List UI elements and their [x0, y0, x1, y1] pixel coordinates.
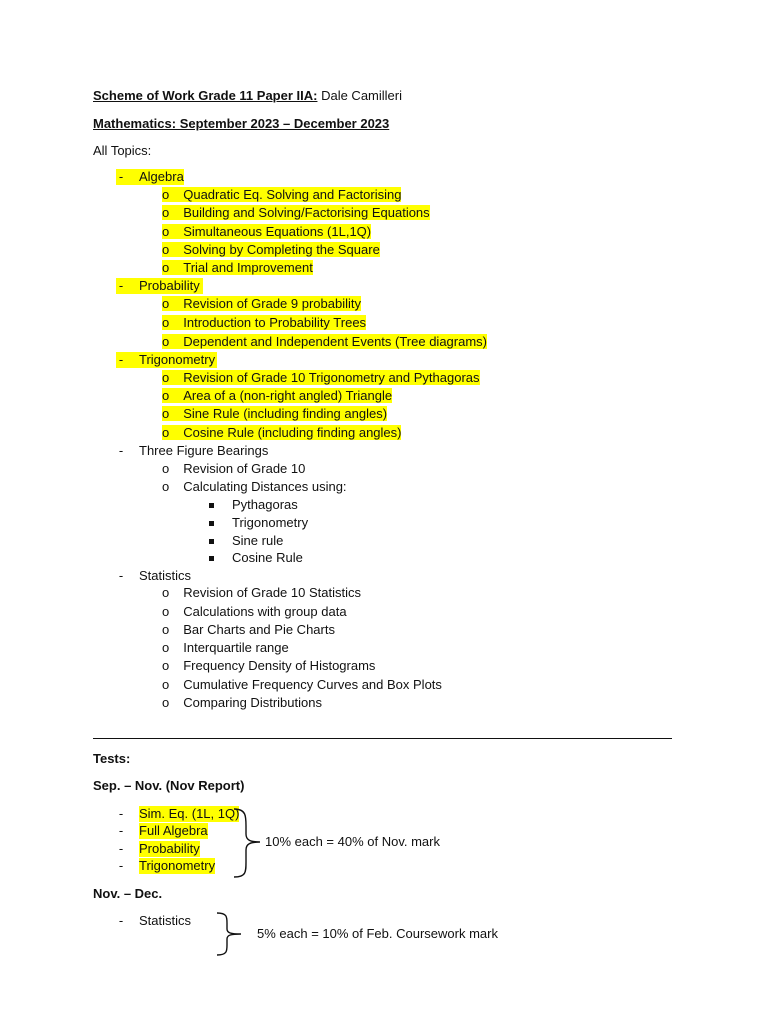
topic-label-bearings: Three Figure Bearings — [139, 443, 269, 458]
circle-marker: o — [162, 224, 170, 239]
dash-marker: - — [118, 913, 124, 928]
dash-marker: - — [118, 443, 124, 458]
list-item — [162, 479, 347, 495]
item-text: Dependent and Independent Events (Tree diagrams) — [183, 334, 488, 349]
circle-marker: o — [162, 370, 170, 385]
list-item — [162, 315, 366, 331]
item-text: Interquartile range — [183, 640, 289, 655]
item-text: Sine Rule (including finding angles) — [183, 406, 388, 421]
curly-brace-icon — [232, 806, 266, 880]
tests-heading: Tests: — [93, 751, 131, 766]
period1-heading: Sep. – Nov. (Nov Report) — [93, 778, 245, 793]
list-item — [162, 370, 480, 386]
list-item — [162, 187, 401, 203]
item-text: Revision of Grade 10 Trigonometry and Pythagoras — [183, 370, 480, 385]
circle-marker: o — [162, 388, 170, 403]
circle-marker: o — [162, 622, 170, 637]
item-text: Comparing Distributions — [183, 695, 322, 710]
item-text: Calculating Distances using: — [183, 479, 347, 494]
period2-weight-note: 5% each = 10% of Feb. Coursework mark — [257, 926, 498, 941]
circle-marker: o — [162, 585, 170, 600]
circle-marker: o — [162, 334, 170, 349]
item-text: Trigonometry — [139, 858, 216, 873]
square-bullet — [209, 503, 214, 508]
document-title — [93, 88, 402, 104]
topic-label-algebra: Algebra — [139, 169, 184, 184]
circle-marker: o — [162, 242, 170, 257]
list-item — [162, 334, 487, 350]
list-item — [162, 640, 289, 656]
topic-header-algebra — [116, 169, 184, 185]
dash-marker: - — [118, 806, 124, 821]
list-item — [162, 296, 361, 312]
circle-marker: o — [162, 296, 170, 311]
item-text: Probability — [139, 841, 200, 856]
topic-header-trigonometry — [116, 352, 217, 368]
circle-marker: o — [162, 205, 170, 220]
author-name: Dale Camilleri — [321, 88, 402, 103]
circle-marker: o — [162, 695, 170, 710]
item-text: Frequency Density of Histograms — [183, 658, 376, 673]
circle-marker: o — [162, 425, 170, 440]
dash-marker: - — [118, 858, 124, 873]
item-text: Trial and Improvement — [183, 260, 313, 275]
period1-weight-note: 10% each = 40% of Nov. mark — [265, 834, 440, 849]
topic-label-probability: Probability — [139, 278, 200, 293]
item-text: Revision of Grade 10 — [183, 461, 306, 476]
list-item — [162, 242, 380, 258]
circle-marker: o — [162, 406, 170, 421]
square-bullet — [209, 556, 214, 561]
circle-marker: o — [162, 604, 170, 619]
circle-marker: o — [162, 640, 170, 655]
list-item — [162, 585, 361, 601]
dash-marker: - — [118, 823, 124, 838]
item-text: Cumulative Frequency Curves and Box Plots — [183, 677, 442, 692]
dash-marker: - — [118, 278, 124, 293]
item-text: Cosine Rule — [232, 550, 303, 565]
list-item — [162, 406, 387, 422]
item-text: Sim. Eq. (1L, 1Q) — [139, 806, 240, 821]
horizontal-divider — [93, 738, 672, 739]
dash-marker: - — [118, 568, 124, 583]
item-text: Simultaneous Equations (1L,1Q) — [183, 224, 372, 239]
square-bullet — [209, 539, 214, 544]
list-item — [162, 695, 322, 711]
circle-marker: o — [162, 658, 170, 673]
item-text: Area of a (non-right angled) Triangle — [183, 388, 393, 403]
item-text: Full Algebra — [139, 823, 208, 838]
circle-marker: o — [162, 479, 170, 494]
item-text: Bar Charts and Pie Charts — [183, 622, 335, 637]
item-text: Quadratic Eq. Solving and Factorising — [183, 187, 402, 202]
document-subtitle: Mathematics: September 2023 – December 2023 — [93, 116, 390, 131]
topic-label-statistics: Statistics — [139, 568, 192, 583]
item-text: Revision of Grade 9 probability — [183, 296, 361, 311]
item-text: Calculations with group data — [183, 604, 347, 619]
intro-text: All Topics: — [93, 143, 152, 158]
curly-brace-icon — [215, 911, 249, 957]
list-item — [162, 260, 313, 276]
item-text: Statistics — [139, 913, 192, 928]
item-text: Building and Solving/Factorising Equations — [183, 205, 430, 220]
dash-marker: - — [118, 352, 124, 367]
dash-marker: - — [118, 169, 124, 184]
topic-header-probability — [116, 278, 203, 294]
item-text: Pythagoras — [232, 497, 298, 512]
list-item — [162, 425, 401, 441]
item-text: Cosine Rule (including finding angles) — [183, 425, 402, 440]
list-item — [162, 622, 335, 638]
list-item — [162, 658, 375, 674]
list-item — [162, 461, 305, 477]
item-text: Trigonometry — [232, 515, 309, 530]
list-item — [162, 388, 392, 404]
circle-marker: o — [162, 315, 170, 330]
circle-marker: o — [162, 677, 170, 692]
circle-marker: o — [162, 187, 170, 202]
circle-marker: o — [162, 260, 170, 275]
item-text: Introduction to Probability Trees — [183, 315, 367, 330]
topic-label-trigonometry: Trigonometry — [139, 352, 216, 367]
list-item — [162, 224, 371, 240]
dash-marker: - — [118, 841, 124, 856]
list-item — [162, 604, 347, 620]
square-bullet — [209, 521, 214, 526]
list-item — [162, 205, 430, 221]
list-item — [162, 677, 442, 693]
item-text: Revision of Grade 10 Statistics — [183, 585, 361, 600]
circle-marker: o — [162, 461, 170, 476]
item-text: Solving by Completing the Square — [183, 242, 380, 257]
period2-heading: Nov. – Dec. — [93, 886, 163, 901]
item-text: Sine rule — [232, 533, 284, 548]
title-text: Scheme of Work Grade 11 Paper IIA: — [93, 88, 318, 103]
